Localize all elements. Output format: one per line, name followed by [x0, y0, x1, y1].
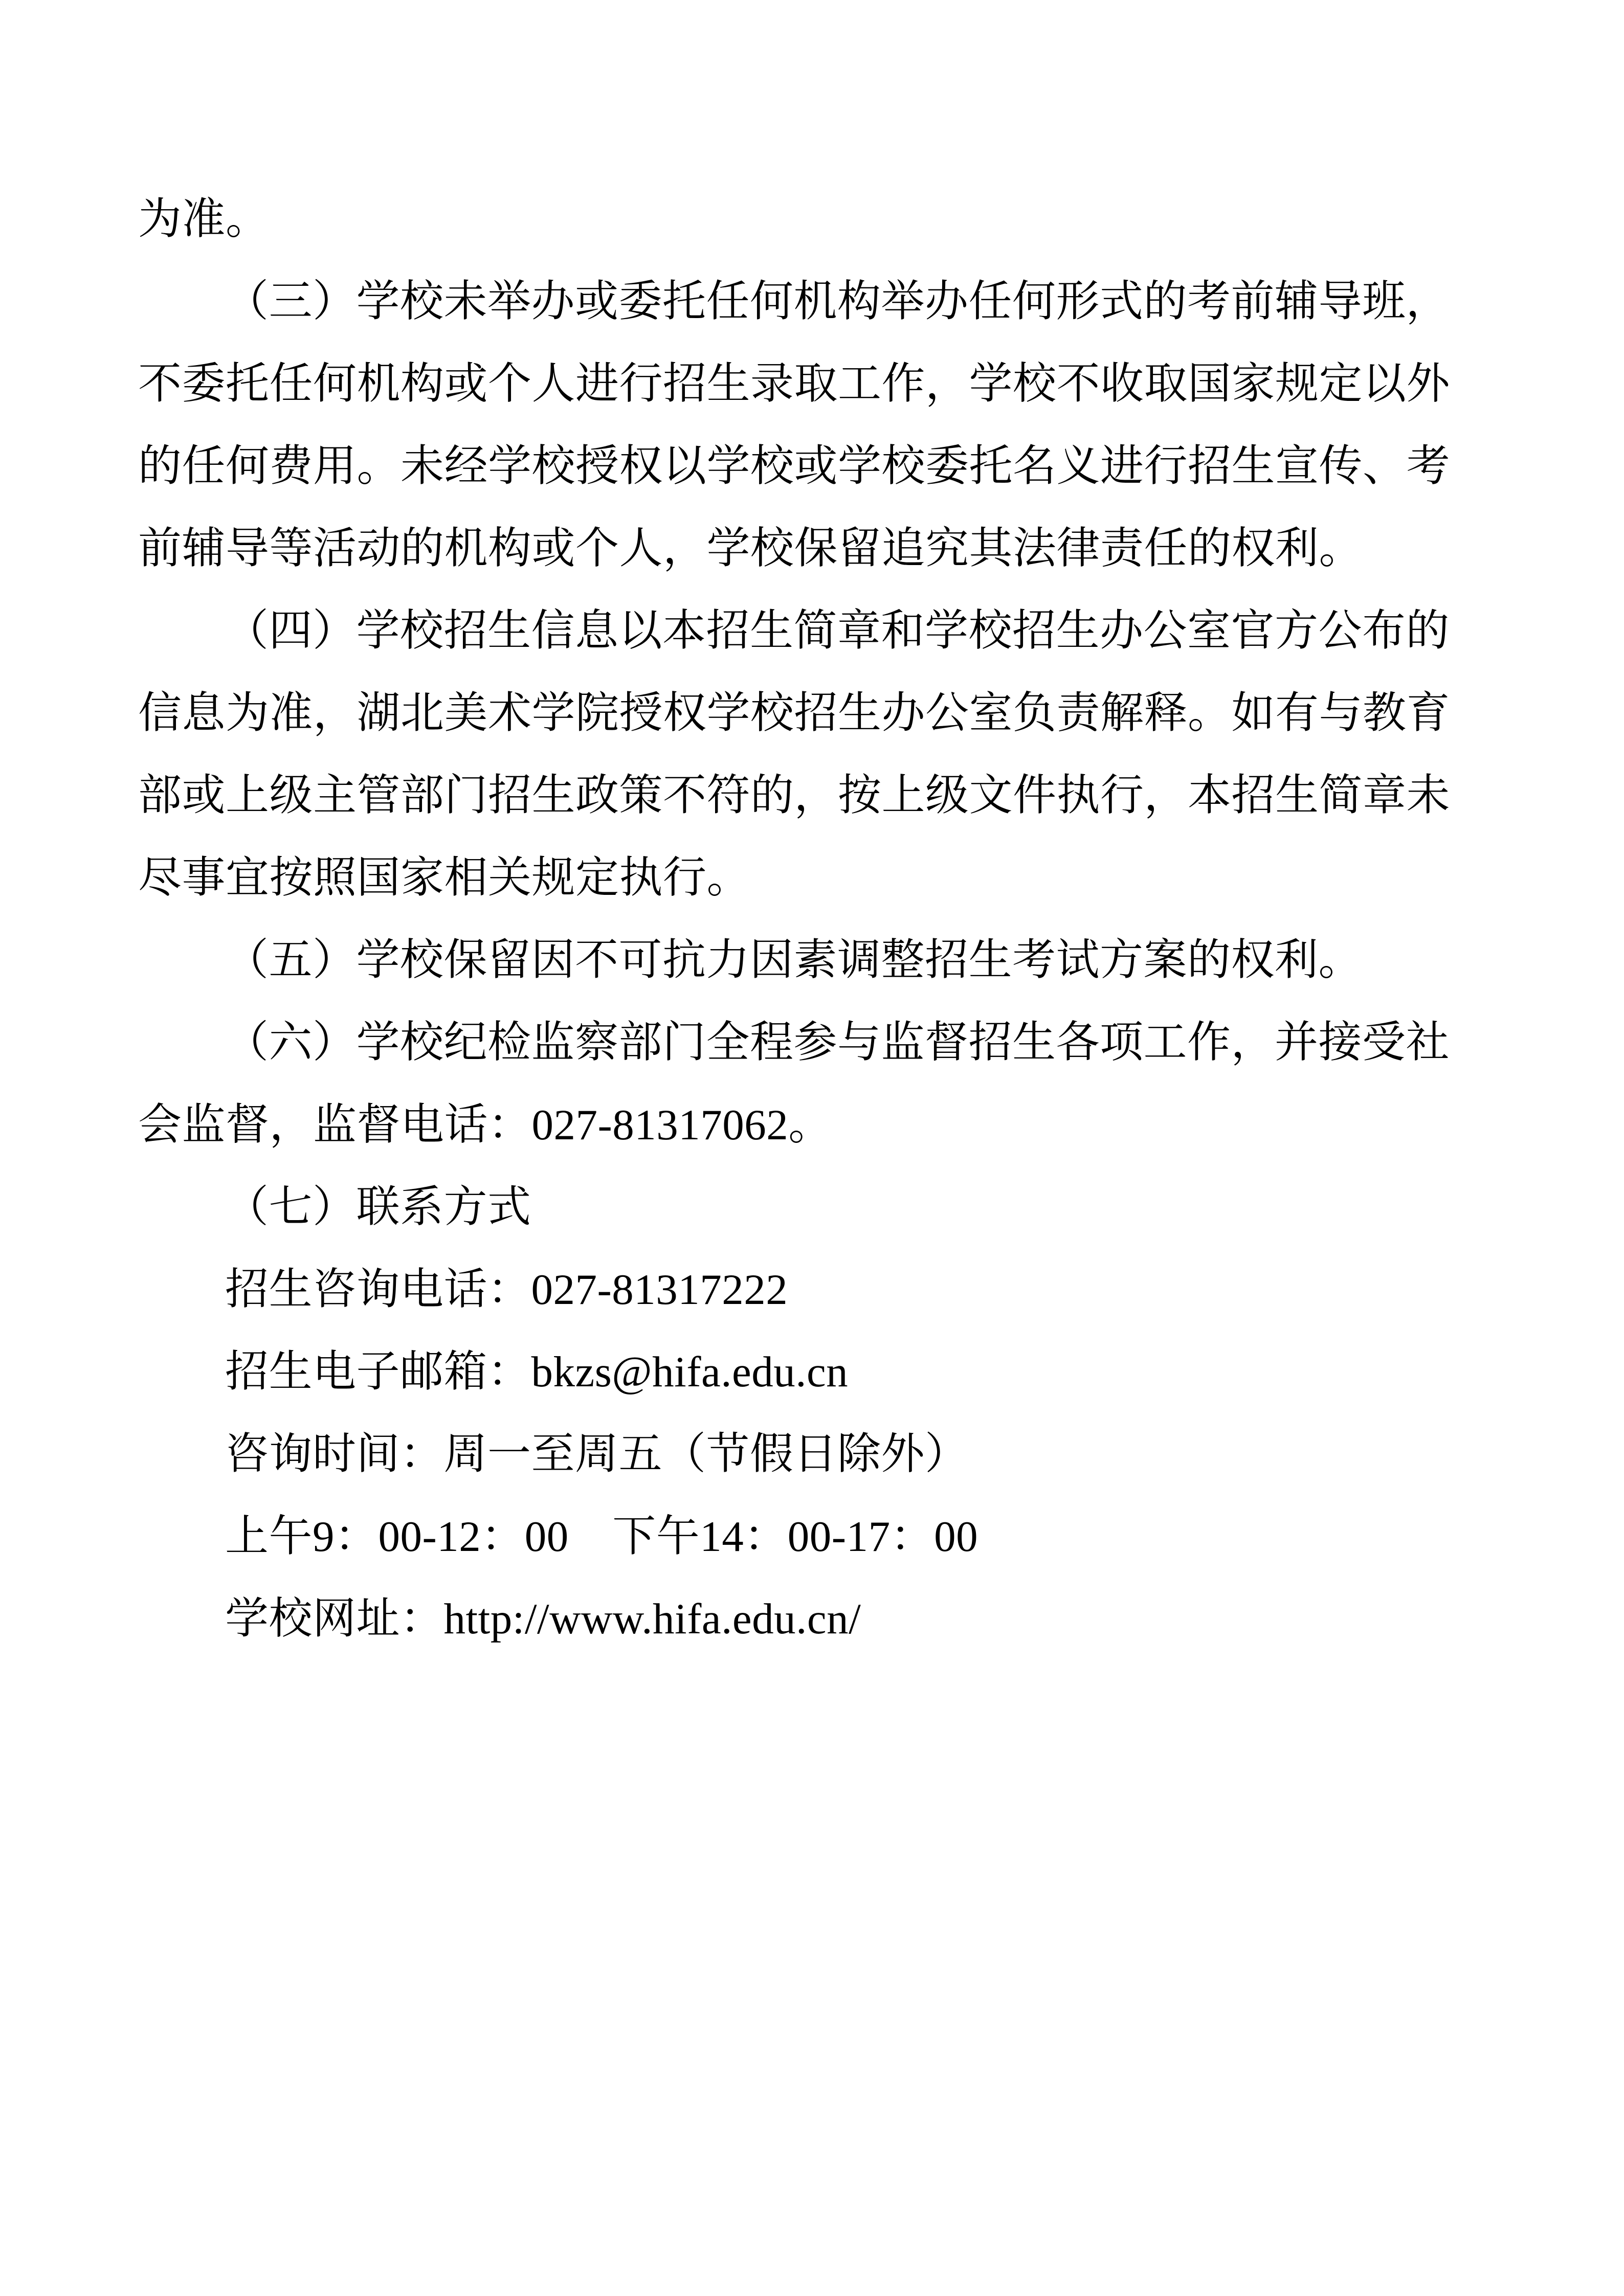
text-line: 招生电子邮箱：bkzs@hifa.edu.cn: [225, 1348, 849, 1396]
text-line: 上午9：00-12：00 下午14：00-17：00: [225, 1513, 978, 1561]
text-line: （三）学校未举办或委托任何机构举办任何形式的考前辅导班，: [225, 278, 1450, 326]
text-line: 部或上级主管部门招生政策不符的，按上级文件执行，本招生简章未: [138, 772, 1451, 820]
document-text: [138, 178, 1501, 1660]
text-line: 学校网址：http://www.hifa.edu.cn/: [225, 1595, 861, 1643]
text-line: （四）学校招生信息以本招生简章和学校招生办公室官方公布的: [225, 607, 1450, 655]
text-line: 信息为准，湖北美术学院授权学校招生办公室负责解释。如有与教育: [138, 689, 1451, 737]
text-line: 的任何费用。未经学校授权以学校或学校委托名义进行招生宣传、考: [138, 442, 1451, 490]
text-line: 不委托任何机构或个人进行招生录取工作，学校不收取国家规定以外: [138, 360, 1451, 408]
text-line: 招生咨询电话：027-81317222: [225, 1266, 788, 1314]
text-line: 前辅导等活动的机构或个人，学校保留追究其法律责任的权利。: [138, 525, 1363, 573]
text-line: 尽事宜按照国家相关规定执行。: [138, 854, 751, 902]
text-line: （六）学校纪检监察部门全程参与监督招生各项工作，并接受社: [225, 1019, 1450, 1067]
text-line: 会监督，监督电话：027-81317062。: [138, 1101, 832, 1149]
text-line: （五）学校保留因不可抗力因素调整招生考试方案的权利。: [225, 936, 1363, 984]
text-line: 为准。: [138, 195, 270, 243]
text-line: （七）联系方式: [225, 1183, 531, 1231]
text-line: 咨询时间：周一至周五（节假日除外）: [225, 1430, 969, 1478]
